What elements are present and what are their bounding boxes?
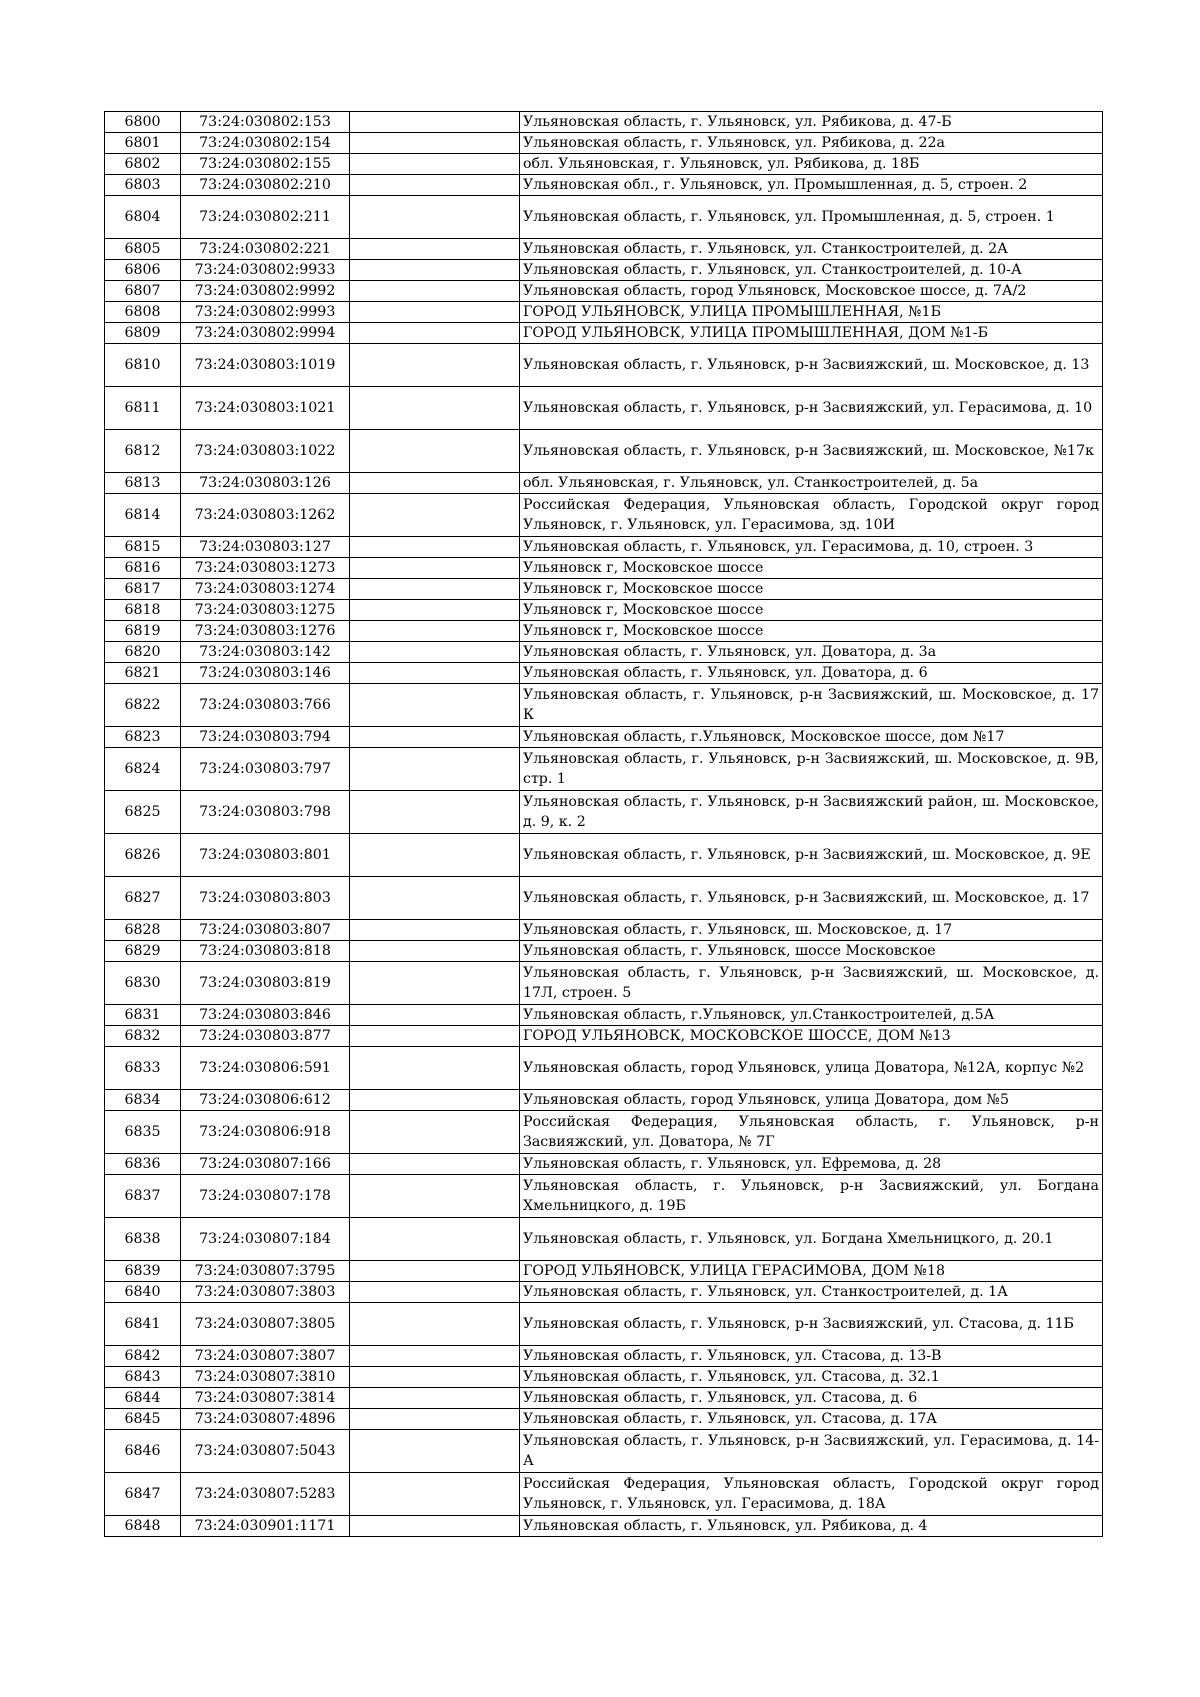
row-number-cell: 6813 — [105, 473, 181, 494]
cadastral-number-cell: 73:24:030802:154 — [181, 133, 350, 154]
row-number-cell: 6818 — [105, 600, 181, 621]
empty-cell — [350, 684, 520, 727]
address-cell: обл. Ульяновская, г. Ульяновск, ул. Рябикова, д. 18Б — [520, 154, 1103, 175]
row-number-cell: 6844 — [105, 1388, 181, 1409]
address-cell: Ульяновская область, г. Ульяновск, р-н Засвияжский, ш. Московское, д. 9Е — [520, 834, 1103, 877]
table-row — [105, 154, 1103, 175]
row-number-cell: 6814 — [105, 494, 181, 537]
cadastral-number-cell: 73:24:030803:766 — [181, 684, 350, 727]
empty-cell — [350, 1409, 520, 1430]
row-number-cell: 6837 — [105, 1175, 181, 1218]
row-number-cell: 6826 — [105, 834, 181, 877]
cadastral-number-cell: 73:24:030806:918 — [181, 1111, 350, 1154]
address-cell: Ульяновская область, г. Ульяновск, ул. Стасова, д. 32.1 — [520, 1367, 1103, 1388]
empty-cell — [350, 239, 520, 260]
address-cell: Ульяновская область, город Ульяновск, улица Доватора, №12А, корпус №2 — [520, 1047, 1103, 1090]
table-row — [105, 748, 1103, 791]
row-number-cell: 6835 — [105, 1111, 181, 1154]
table-row — [105, 260, 1103, 281]
address-cell: Ульяновская область, г. Ульяновск, р-н Засвияжский, ш. Московское, д. 17 — [520, 877, 1103, 920]
row-number-cell: 6827 — [105, 877, 181, 920]
empty-cell — [350, 1303, 520, 1346]
address-cell: Ульяновская область, г. Ульяновск, ул. Богдана Хмельницкого, д. 20.1 — [520, 1218, 1103, 1261]
address-cell: Ульяновская область, город Ульяновск, Московское шоссе, д. 7А/2 — [520, 281, 1103, 302]
empty-cell — [350, 196, 520, 239]
table-row — [105, 430, 1103, 473]
empty-cell — [350, 344, 520, 387]
cadastral-number-cell: 73:24:030803:1019 — [181, 344, 350, 387]
cadastral-number-cell: 73:24:030803:819 — [181, 962, 350, 1005]
address-cell: Ульяновская область, г.Ульяновск, Московское шоссе, дом №17 — [520, 727, 1103, 748]
cadastral-number-cell: 73:24:030803:797 — [181, 748, 350, 791]
address-cell: Ульяновская область, г. Ульяновск, ул. Рябикова, д. 22а — [520, 133, 1103, 154]
address-cell: Российская Федерация, Ульяновская область, г. Ульяновск, р-н Засвияжский, ул. Доватора, № 7Г — [520, 1111, 1103, 1154]
cadastral-number-cell: 73:24:030802:9993 — [181, 302, 350, 323]
empty-cell — [350, 430, 520, 473]
row-number-cell: 6803 — [105, 175, 181, 196]
cadastral-number-cell: 73:24:030803:1262 — [181, 494, 350, 537]
cadastral-number-cell: 73:24:030803:142 — [181, 642, 350, 663]
table-row — [105, 1090, 1103, 1111]
cadastral-number-cell: 73:24:030802:155 — [181, 154, 350, 175]
cadastral-number-cell: 73:24:030803:877 — [181, 1026, 350, 1047]
cadastral-number-cell: 73:24:030803:1276 — [181, 621, 350, 642]
cadastral-number-cell: 73:24:030802:9933 — [181, 260, 350, 281]
empty-cell — [350, 1367, 520, 1388]
cadastral-number-cell: 73:24:030802:221 — [181, 239, 350, 260]
empty-cell — [350, 1111, 520, 1154]
empty-cell — [350, 558, 520, 579]
address-cell: Ульяновская область, г. Ульяновск, ул. Ефремова, д. 28 — [520, 1154, 1103, 1175]
empty-cell — [350, 112, 520, 133]
empty-cell — [350, 834, 520, 877]
row-number-cell: 6811 — [105, 387, 181, 430]
address-cell: Ульяновская обл., г. Ульяновск, ул. Промышленная, д. 5, строен. 2 — [520, 175, 1103, 196]
table-row — [105, 1367, 1103, 1388]
empty-cell — [350, 1430, 520, 1473]
row-number-cell: 6840 — [105, 1282, 181, 1303]
empty-cell — [350, 1154, 520, 1175]
table-row — [105, 1388, 1103, 1409]
row-number-cell: 6805 — [105, 239, 181, 260]
row-number-cell: 6843 — [105, 1367, 181, 1388]
address-cell: обл. Ульяновская, г. Ульяновск, ул. Станкостроителей, д. 5а — [520, 473, 1103, 494]
table-row — [105, 196, 1103, 239]
row-number-cell: 6816 — [105, 558, 181, 579]
empty-cell — [350, 941, 520, 962]
cadastral-number-cell: 73:24:030803:807 — [181, 920, 350, 941]
table-row — [105, 1346, 1103, 1367]
cadastral-number-cell: 73:24:030803:846 — [181, 1005, 350, 1026]
table-row — [105, 302, 1103, 323]
cadastral-number-cell: 73:24:030807:4896 — [181, 1409, 350, 1430]
table-row — [105, 1473, 1103, 1516]
table-row — [105, 920, 1103, 941]
cadastral-number-cell: 73:24:030807:3807 — [181, 1346, 350, 1367]
address-cell: ГОРОД УЛЬЯНОВСК, УЛИЦА ПРОМЫШЛЕННАЯ, №1Б — [520, 302, 1103, 323]
table-row — [105, 387, 1103, 430]
address-cell: Ульяновская область, г. Ульяновск, р-н Засвияжский, ул. Богдана Хмельницкого, д. 19Б — [520, 1175, 1103, 1218]
table-row — [105, 1261, 1103, 1282]
cadastral-number-cell: 73:24:030802:210 — [181, 175, 350, 196]
row-number-cell: 6820 — [105, 642, 181, 663]
table-row — [105, 791, 1103, 834]
empty-cell — [350, 154, 520, 175]
table-row — [105, 1026, 1103, 1047]
address-cell: Ульяновская область, г. Ульяновск, р-н Засвияжский район, ш. Московское, д. 9, к. 2 — [520, 791, 1103, 834]
row-number-cell: 6815 — [105, 537, 181, 558]
empty-cell — [350, 920, 520, 941]
cadastral-number-cell: 73:24:030807:3803 — [181, 1282, 350, 1303]
cadastral-number-cell: 73:24:030806:591 — [181, 1047, 350, 1090]
table-row — [105, 1430, 1103, 1473]
address-cell: Ульяновская область, г. Ульяновск, ул. Доватора, д. 3а — [520, 642, 1103, 663]
row-number-cell: 6839 — [105, 1261, 181, 1282]
address-cell: Ульяновская область, г. Ульяновск, р-н Засвияжский, ш. Московское, д. 13 — [520, 344, 1103, 387]
table-row — [105, 1303, 1103, 1346]
table-row — [105, 1005, 1103, 1026]
address-cell: Ульяновская область, г.Ульяновск, ул.Станкостроителей, д.5А — [520, 1005, 1103, 1026]
table-row — [105, 323, 1103, 344]
address-cell: Ульяновская область, г. Ульяновск, ул. Доватора, д. 6 — [520, 663, 1103, 684]
address-cell: Ульяновская область, г. Ульяновск, р-н Засвияжский, ш. Московское, №17к — [520, 430, 1103, 473]
table-row — [105, 1047, 1103, 1090]
cadastral-number-cell: 73:24:030901:1171 — [181, 1516, 350, 1537]
cadastral-number-cell: 73:24:030806:612 — [181, 1090, 350, 1111]
address-cell: Ульяновская область, г. Ульяновск, ул. Стасова, д. 6 — [520, 1388, 1103, 1409]
cadastral-number-cell: 73:24:030803:126 — [181, 473, 350, 494]
registry-table-body — [105, 112, 1103, 1537]
empty-cell — [350, 748, 520, 791]
table-row — [105, 281, 1103, 302]
cadastral-number-cell: 73:24:030802:9994 — [181, 323, 350, 344]
cadastral-number-cell: 73:24:030803:1022 — [181, 430, 350, 473]
row-number-cell: 6841 — [105, 1303, 181, 1346]
address-cell: Ульяновск г, Московское шоссе — [520, 621, 1103, 642]
address-cell: Ульяновская область, г. Ульяновск, шоссе Московское — [520, 941, 1103, 962]
address-cell: Ульяновская область, г. Ульяновск, р-н Засвияжский, ул. Герасимова, д. 10 — [520, 387, 1103, 430]
table-row — [105, 1218, 1103, 1261]
table-row — [105, 473, 1103, 494]
empty-cell — [350, 537, 520, 558]
cadastral-number-cell: 73:24:030803:1274 — [181, 579, 350, 600]
address-cell: Ульяновская область, г. Ульяновск, ул. Станкостроителей, д. 1А — [520, 1282, 1103, 1303]
cadastral-number-cell: 73:24:030803:1273 — [181, 558, 350, 579]
empty-cell — [350, 1175, 520, 1218]
empty-cell — [350, 1261, 520, 1282]
cadastral-number-cell: 73:24:030807:166 — [181, 1154, 350, 1175]
row-number-cell: 6800 — [105, 112, 181, 133]
row-number-cell: 6808 — [105, 302, 181, 323]
empty-cell — [350, 1047, 520, 1090]
row-number-cell: 6817 — [105, 579, 181, 600]
empty-cell — [350, 621, 520, 642]
empty-cell — [350, 1473, 520, 1516]
empty-cell — [350, 281, 520, 302]
table-row — [105, 834, 1103, 877]
table-row — [105, 344, 1103, 387]
cadastral-number-cell: 73:24:030802:9992 — [181, 281, 350, 302]
address-cell: Ульяновская область, г. Ульяновск, ул. Промышленная, д. 5, строен. 1 — [520, 196, 1103, 239]
row-number-cell: 6802 — [105, 154, 181, 175]
cadastral-number-cell: 73:24:030803:818 — [181, 941, 350, 962]
address-cell: Российская Федерация, Ульяновская область, Городской округ город Ульяновск, г. Ульяновск, ул. Герасимова, д. 18А — [520, 1473, 1103, 1516]
row-number-cell: 6847 — [105, 1473, 181, 1516]
table-row — [105, 1111, 1103, 1154]
cadastral-number-cell: 73:24:030803:1275 — [181, 600, 350, 621]
empty-cell — [350, 1388, 520, 1409]
address-cell: Ульяновская область, г. Ульяновск, ул. Стасова, д. 13-В — [520, 1346, 1103, 1367]
address-cell: Ульяновская область, г. Ульяновск, ул. Стасова, д. 17А — [520, 1409, 1103, 1430]
empty-cell — [350, 727, 520, 748]
cadastral-number-cell: 73:24:030807:3814 — [181, 1388, 350, 1409]
table-row — [105, 727, 1103, 748]
row-number-cell: 6828 — [105, 920, 181, 941]
empty-cell — [350, 302, 520, 323]
cadastral-number-cell: 73:24:030807:3795 — [181, 1261, 350, 1282]
row-number-cell: 6809 — [105, 323, 181, 344]
empty-cell — [350, 175, 520, 196]
row-number-cell: 6822 — [105, 684, 181, 727]
empty-cell — [350, 962, 520, 1005]
address-cell: Ульяновск г, Московское шоссе — [520, 558, 1103, 579]
cadastral-number-cell: 73:24:030803:1021 — [181, 387, 350, 430]
cadastral-number-cell: 73:24:030803:803 — [181, 877, 350, 920]
cadastral-number-cell: 73:24:030803:127 — [181, 537, 350, 558]
empty-cell — [350, 494, 520, 537]
empty-cell — [350, 473, 520, 494]
row-number-cell: 6832 — [105, 1026, 181, 1047]
empty-cell — [350, 323, 520, 344]
address-cell: ГОРОД УЛЬЯНОВСК, УЛИЦА ГЕРАСИМОВА, ДОМ №18 — [520, 1261, 1103, 1282]
address-cell: Ульяновская область, г. Ульяновск, ул. Герасимова, д. 10, строен. 3 — [520, 537, 1103, 558]
table-row — [105, 621, 1103, 642]
empty-cell — [350, 663, 520, 684]
table-row — [105, 1175, 1103, 1218]
cadastral-number-cell: 73:24:030807:5043 — [181, 1430, 350, 1473]
cadastral-number-cell: 73:24:030807:178 — [181, 1175, 350, 1218]
row-number-cell: 6824 — [105, 748, 181, 791]
row-number-cell: 6831 — [105, 1005, 181, 1026]
row-number-cell: 6801 — [105, 133, 181, 154]
empty-cell — [350, 1346, 520, 1367]
table-row — [105, 112, 1103, 133]
cadastral-number-cell: 73:24:030803:794 — [181, 727, 350, 748]
cadastral-number-cell: 73:24:030802:153 — [181, 112, 350, 133]
cadastral-number-cell: 73:24:030803:146 — [181, 663, 350, 684]
table-row — [105, 1154, 1103, 1175]
cadastral-number-cell: 73:24:030807:5283 — [181, 1473, 350, 1516]
table-row — [105, 600, 1103, 621]
table-row — [105, 877, 1103, 920]
address-cell: Ульяновская область, г. Ульяновск, р-н Засвияжский, ш. Московское, д. 9В, стр. 1 — [520, 748, 1103, 791]
row-number-cell: 6842 — [105, 1346, 181, 1367]
address-cell: Ульяновская область, г. Ульяновск, ул. Станкостроителей, д. 2А — [520, 239, 1103, 260]
empty-cell — [350, 387, 520, 430]
cadastral-number-cell: 73:24:030807:3805 — [181, 1303, 350, 1346]
empty-cell — [350, 1516, 520, 1537]
address-cell: Ульяновская область, г. Ульяновск, ул. Станкостроителей, д. 10-А — [520, 260, 1103, 281]
empty-cell — [350, 579, 520, 600]
cadastral-number-cell: 73:24:030807:3810 — [181, 1367, 350, 1388]
table-row — [105, 642, 1103, 663]
table-row — [105, 1516, 1103, 1537]
address-cell: Ульяновская область, г. Ульяновск, р-н Засвияжский, ш. Московское, д. 17 К — [520, 684, 1103, 727]
table-row — [105, 537, 1103, 558]
address-cell: Ульяновская область, г. Ульяновск, ул. Рябикова, д. 4 — [520, 1516, 1103, 1537]
row-number-cell: 6838 — [105, 1218, 181, 1261]
address-cell: Ульяновская область, город Ульяновск, улица Доватора, дом №5 — [520, 1090, 1103, 1111]
empty-cell — [350, 600, 520, 621]
row-number-cell: 6848 — [105, 1516, 181, 1537]
empty-cell — [350, 1218, 520, 1261]
address-cell: Ульяновская область, г. Ульяновск, ул. Рябикова, д. 47-Б — [520, 112, 1103, 133]
row-number-cell: 6821 — [105, 663, 181, 684]
table-row — [105, 941, 1103, 962]
table-row — [105, 175, 1103, 196]
empty-cell — [350, 1005, 520, 1026]
row-number-cell: 6819 — [105, 621, 181, 642]
table-row — [105, 1409, 1103, 1430]
address-cell: Ульяновск г, Московское шоссе — [520, 579, 1103, 600]
table-row — [105, 494, 1103, 537]
address-cell: Ульяновская область, г. Ульяновск, р-н Засвияжский, ул. Герасимова, д. 14-А — [520, 1430, 1103, 1473]
row-number-cell: 6823 — [105, 727, 181, 748]
row-number-cell: 6825 — [105, 791, 181, 834]
empty-cell — [350, 1026, 520, 1047]
table-row — [105, 579, 1103, 600]
address-cell: Ульяновская область, г. Ульяновск, р-н Засвияжский, ш. Московское, д. 17Л, строен. 5 — [520, 962, 1103, 1005]
address-cell: Ульяновская область, г. Ульяновск, р-н Засвияжский, ул. Стасова, д. 11Б — [520, 1303, 1103, 1346]
table-row — [105, 962, 1103, 1005]
empty-cell — [350, 791, 520, 834]
cadastral-number-cell: 73:24:030803:801 — [181, 834, 350, 877]
row-number-cell: 6829 — [105, 941, 181, 962]
cadastral-number-cell: 73:24:030803:798 — [181, 791, 350, 834]
table-row — [105, 1282, 1103, 1303]
table-row — [105, 558, 1103, 579]
table-row — [105, 133, 1103, 154]
row-number-cell: 6833 — [105, 1047, 181, 1090]
empty-cell — [350, 1090, 520, 1111]
address-cell: Ульяновск г, Московское шоссе — [520, 600, 1103, 621]
row-number-cell: 6812 — [105, 430, 181, 473]
empty-cell — [350, 260, 520, 281]
row-number-cell: 6807 — [105, 281, 181, 302]
cadastral-number-cell: 73:24:030802:211 — [181, 196, 350, 239]
address-cell: Ульяновская область, г. Ульяновск, ш. Московское, д. 17 — [520, 920, 1103, 941]
row-number-cell: 6836 — [105, 1154, 181, 1175]
registry-table — [104, 111, 1103, 1537]
row-number-cell: 6846 — [105, 1430, 181, 1473]
empty-cell — [350, 642, 520, 663]
row-number-cell: 6804 — [105, 196, 181, 239]
address-cell: ГОРОД УЛЬЯНОВСК, УЛИЦА ПРОМЫШЛЕННАЯ, ДОМ №1-Б — [520, 323, 1103, 344]
row-number-cell: 6806 — [105, 260, 181, 281]
address-cell: ГОРОД УЛЬЯНОВСК, МОСКОВСКОЕ ШОССЕ, ДОМ №13 — [520, 1026, 1103, 1047]
address-cell: Российская Федерация, Ульяновская область, Городской округ город Ульяновск, г. Ульяновск, ул. Герасимова, зд. 10И — [520, 494, 1103, 537]
row-number-cell: 6830 — [105, 962, 181, 1005]
empty-cell — [350, 877, 520, 920]
table-row — [105, 663, 1103, 684]
empty-cell — [350, 1282, 520, 1303]
cadastral-number-cell: 73:24:030807:184 — [181, 1218, 350, 1261]
table-row — [105, 239, 1103, 260]
empty-cell — [350, 133, 520, 154]
row-number-cell: 6845 — [105, 1409, 181, 1430]
table-row — [105, 684, 1103, 727]
row-number-cell: 6834 — [105, 1090, 181, 1111]
row-number-cell: 6810 — [105, 344, 181, 387]
